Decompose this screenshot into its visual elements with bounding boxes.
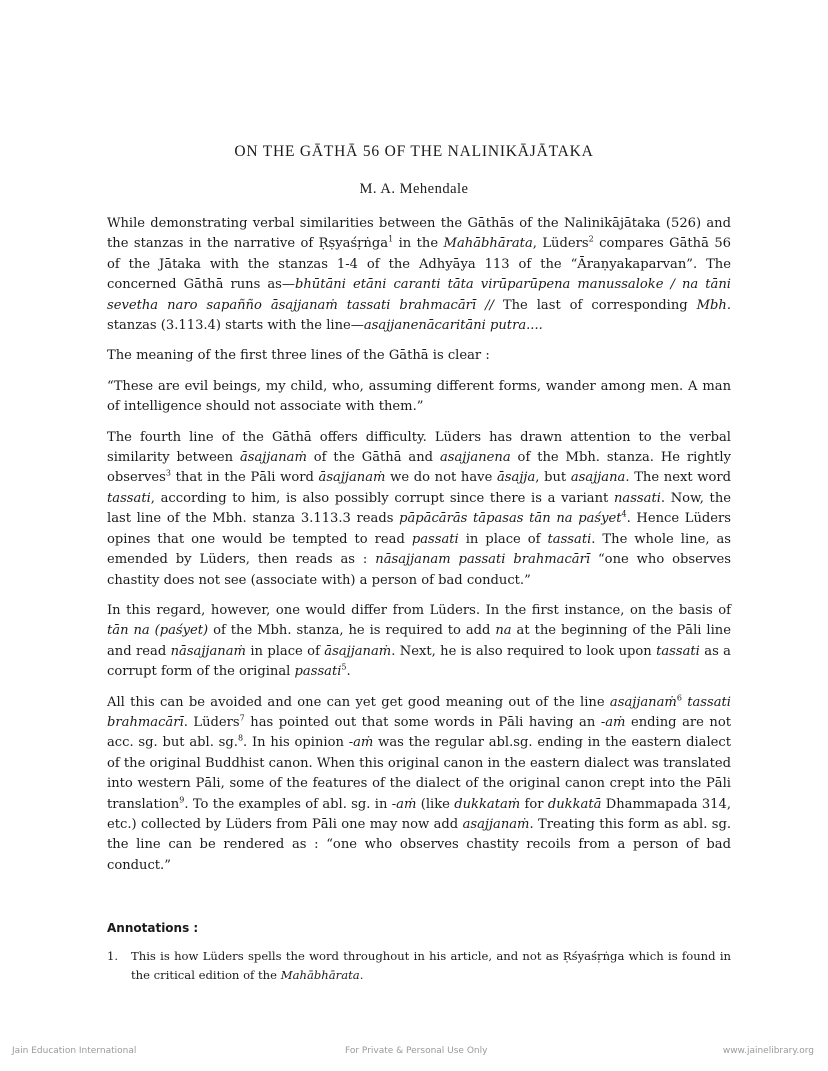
gatha-verse: bhūtāni etāni caranti tāta virūparūpena manussaloke / na tāni sevetha naro sapañño āsajjanaṁ tassati brahmacārī // (107, 277, 731, 313)
paragraph-2: The meaning of the first three lines of the Gāthā is clear : (107, 348, 490, 364)
article-body (107, 214, 731, 886)
footer-publisher: Jain Education International (12, 1046, 137, 1056)
footnote-ref-8[interactable]: 8 (237, 733, 244, 743)
annotation-text: This is how Lüders spells the word throughout in his article, and not as Ṛśyaśṛṅga which is found in the critical edition of the Mahābhārata. (131, 949, 731, 982)
footnote-ref-4[interactable]: 4 (621, 509, 627, 519)
paragraph-1: While demonstrating verbal similarities between the Gāthās of the Nalinikājātaka (526) and the stanzas in the narrative of Ṛṣyaśṛṅga$^1$ in the Mahābhārata, Lüders$^2$ compares Gāthā 56 of the Jātaka with the stanzas 1-4 of the Adhyāya 113 of the “Āraṇyakaparvan”. The concerned Gāthā runs as—bhūtāni etāni caranti tāta virūparūpena manussaloke / na tāni sevetha naro sapañño āsajjanaṁ tassati brahmacārī // The last of corresponding Mbh. stanzas (3.113.4) starts with the line—asajjanenācaritāni putra.... (107, 216, 731, 334)
footnote-ref-2[interactable]: 2 (588, 235, 594, 245)
footnote-ref-7[interactable]: 7 (239, 713, 245, 723)
footer-usage-notice: For Private & Personal Use Only (345, 1046, 488, 1056)
footnote-ref-5[interactable]: 5 (341, 662, 347, 672)
author-name: M. A. Mehendale (359, 181, 469, 197)
paragraph-5: In this regard, however, one would differ from Lüders. In the first instance, on the basis of tān na (paśyet) of the Mbh. stanza, he is required to add na at the beginning of the Pāli line and read nāsajjanaṁ in place of āsajjanaṁ. Next, he is also required to look upon tassati as a corrupt form of the original passati$^5$. (107, 602, 731, 680)
translation-quote: “These are evil beings, my child, who, assuming different forms, wander among men. A man of intelligence should not associate with them.” (107, 378, 731, 415)
footer-website-link[interactable]: www.jainelibrary.org (722, 1046, 814, 1056)
annotations-list (107, 947, 731, 985)
footnote-ref-6[interactable]: 6 (676, 693, 682, 703)
paragraph-4: The fourth line of the Gāthā offers difficulty. Lüders has drawn attention to the verbal similarity between āsajjanaṁ of the Gāthā and asajjanena of the Mbh. stanza. He rightly observes$^3$ that in the Pāli word āsajjanaṁ we do not have āsajja, but asajjana. The next word tassati, according to him, is also possibly corrupt since there is a variant nassati. Now, the last line of the Mbh. stanza 3.113.3 reads pāpācārās tāpasas tān na paśyet$^4$. Hence Lüders opines that one would be tempted to read passati in place of tassati. The whole line, as emended by Lüders, then reads as : nāsajjanam passati brahmacārī “one who observes chastity does not see (associate with) a person of bad conduct.” (107, 429, 732, 588)
article-title: ON THE GĀTHĀ 56 OF THE NALINIKĀJĀTAKA (234, 143, 594, 160)
annotation-number: 1. (107, 949, 119, 963)
paragraph-6: All this can be avoided and one can yet get good meaning out of the line asajjanaṁ$^6$ tassati brahmacārī. Lüders$^7$ has pointed out that some words in Pāli having an -aṁ ending are not acc. sg. but abl. sg.$^8$. In his opinion -aṁ was the regular abl.sg. ending in the eastern dialect of the original Buddhist canon. When this original canon in the eastern dialect was translated into western Pāli, some of the features of the dialect of the original canon crept into the Pāli translation$^9$. To the examples of abl. sg. in -aṁ (like dukkataṁ for dukkatā Dhammapada 314, etc.) collected by Lüders from Pāli one may now add asajjanaṁ. Treating this form as abl. sg. the line can be rendered as : “one who observes chastity recoils from a person of bad conduct.” (107, 693, 732, 873)
annotation-item (107, 947, 731, 985)
annotations-heading: Annotations : (107, 921, 199, 935)
footnote-ref-1[interactable]: 1 (388, 235, 394, 245)
footnote-ref-9[interactable]: 9 (179, 795, 185, 805)
footnote-ref-3[interactable]: 3 (165, 469, 171, 479)
